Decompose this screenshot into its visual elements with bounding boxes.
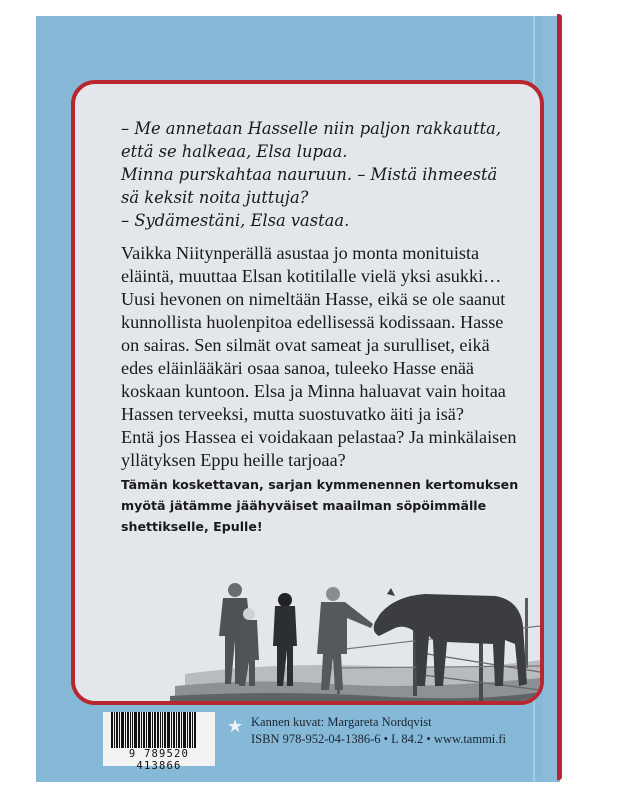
quote-line: sä keksit noita juttuja? xyxy=(121,188,309,207)
isbn-barcode xyxy=(103,712,215,772)
text-panel xyxy=(71,80,544,705)
cover-illustrator: Kannen kuvat: Margareta Nordqvist xyxy=(251,715,432,729)
horse-illustration xyxy=(75,574,540,705)
synopsis-line: edes eläinlääkäri osaa sanoa, tuleeko Hasse enää xyxy=(121,358,474,378)
synopsis-line: yllätyksen Eppu heille tarjoaa? xyxy=(121,450,346,470)
synopsis-line: koskaan kuntoon. Elsa ja Minna haluavat vain hoitaa xyxy=(121,381,506,401)
synopsis-line: Entä jos Hassea ei voidakaan pelastaa? Ja minkälaisen xyxy=(121,427,517,447)
synopsis-line: Hassen terveeksi, mutta suostuvatko äiti ja isä? xyxy=(121,404,464,424)
synopsis xyxy=(121,242,544,472)
barcode-bars xyxy=(111,712,207,748)
synopsis-line: Vaikka Niitynperällä asustaa jo monta monituista xyxy=(121,243,480,263)
publisher-credits xyxy=(251,714,506,748)
quote-line: – Me annetaan Hasselle niin paljon rakkautta, xyxy=(121,119,501,138)
isbn-line: ISBN 978-952-04-1386-6 • L 84.2 • www.tammi.fi xyxy=(251,732,507,746)
synopsis-line: eläintä, muuttaa Elsan kotitilalle vielä yksi asukki… xyxy=(121,266,502,286)
synopsis-line: kunnollista huolenpitoa edellisessä kodissaan. Hasse xyxy=(121,312,504,332)
synopsis-line: Uusi hevonen on nimeltään Hasse, eikä se ole saanut xyxy=(121,289,506,309)
excerpt-quote xyxy=(121,117,541,232)
tagline-line: shettikselle, Epulle! xyxy=(121,519,263,534)
page-edge xyxy=(557,14,562,780)
quote-line: Minna purskahtaa nauruun. – Mistä ihmeestä xyxy=(121,165,498,184)
barcode-digits: 9 789520 413866 xyxy=(128,748,190,772)
synopsis-line: on sairas. Sen silmät ovat sameat ja surulliset, eikä xyxy=(121,335,490,355)
quote-line: – Sydämestäni, Elsa vastaa. xyxy=(121,211,350,230)
tagline-line: myötä jätämme jäähyväiset maailman söpöimmälle xyxy=(121,498,487,513)
star-icon: ★ xyxy=(227,716,244,737)
tagline-line: Tämän koskettavan, sarjan kymmenennen kertomuksen xyxy=(121,477,519,492)
series-tagline xyxy=(121,474,541,537)
quote-line: että se halkeaa, Elsa lupaa. xyxy=(121,142,348,161)
